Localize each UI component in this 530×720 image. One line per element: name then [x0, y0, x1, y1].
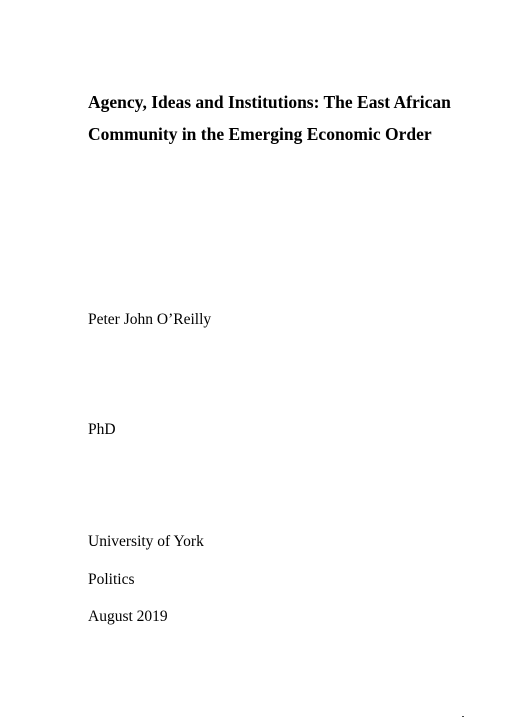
thesis-title-line-1: Agency, Ideas and Institutions: The East African — [88, 92, 451, 112]
degree: PhD — [88, 421, 116, 438]
department-name: Politics — [88, 571, 135, 588]
page-corner-mark — [462, 716, 464, 717]
thesis-title — [88, 86, 508, 150]
author-name: Peter John O’Reilly — [88, 311, 212, 328]
thesis-title-line-2: Community in the Emerging Economic Order — [88, 124, 432, 144]
university-name: University of York — [88, 533, 204, 550]
submission-date: August 2019 — [88, 608, 168, 625]
